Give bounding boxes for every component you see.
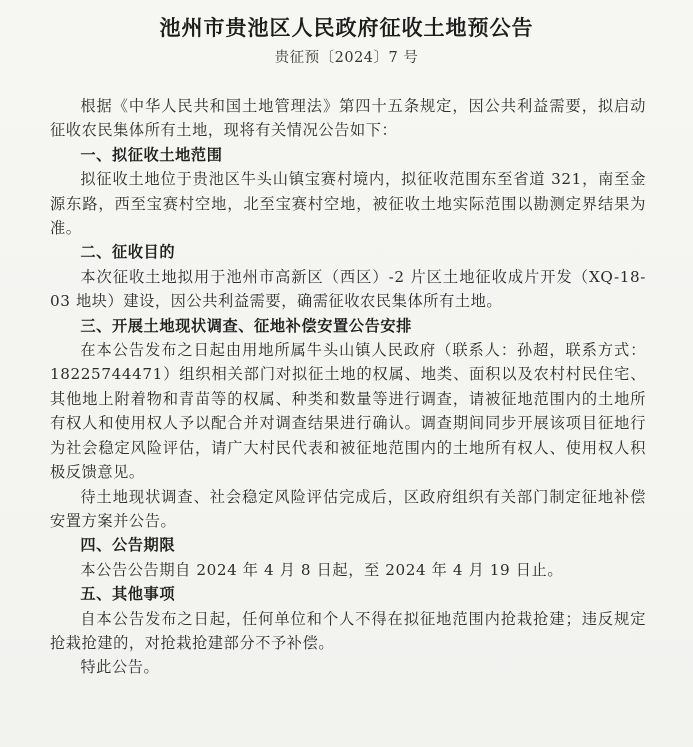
section-heading-other: 五、其他事项 <box>80 585 176 604</box>
section-other-paragraph: 自本公告发布之日起，任何单位和个人不得在拟征地范围内抢栽抢建；违反规定抢栽抢建的，对抢栽抢建部分不予补偿。 <box>50 609 646 652</box>
document-number: 贵征预〔2024〕7 号 <box>274 50 419 66</box>
section-purpose-paragraph: 本次征收土地拟用于池州市高新区（西区）-2 片区土地征收成片开发（XQ-18-03 地块）建设，因公共利益需要，确需征收农民集体所有土地。 <box>50 267 646 311</box>
document-title: 池州市贵池区人民政府征收土地预公告 <box>159 16 534 40</box>
section-survey-paragraph-1: 在本公告发布之日起由用地所属牛头山镇人民政府（联系人：孙超，联系方式：18225744471）组织相关部门对拟征土地的权属、地类、面积以及农村村民住宅、其他地上附着物和青苗等的权属、种类和数量等进行调查，请被征地范围内的土地所有权人和使用权人予以配合并对调查结果进行确认。调查期间同步开展该项目征地行为社会稳定风险评估，请广大村民代表和被征地范围内的土地所有权人、使用权人积极反馈意见。 <box>50 341 646 482</box>
closing-statement: 特此公告。 <box>80 658 160 677</box>
section-period-paragraph: 本公告公告期自 2024 年 4 月 8 日起，至 2024 年 4 月 19 日止。 <box>80 560 564 579</box>
intro-paragraph: 根据《中华人民共和国土地管理法》第四十五条规定，因公共利益需要，拟启动征收农民集体所有土地，现将有关情况公告如下： <box>50 97 646 140</box>
section-heading-survey: 三、开展土地现状调查、征地补偿安置公告安排 <box>80 316 412 335</box>
section-heading-purpose: 二、征收目的 <box>80 243 176 262</box>
section-scope-paragraph: 拟征收土地位于贵池区牛头山镇宝赛村境内，拟征收范围东至省道 321，南至金源东路，西至宝赛村空地，北至宝赛村空地，被征收土地实际范围以勘测定界结果为准。 <box>50 170 646 238</box>
document-body <box>50 94 646 680</box>
section-heading-scope: 一、拟征收土地范围 <box>80 145 223 164</box>
section-heading-period: 四、公告期限 <box>80 536 176 555</box>
section-survey-paragraph-2: 待土地现状调查、社会稳定风险评估完成后，区政府组织有关部门制定征地补偿安置方案并公告。 <box>50 487 646 530</box>
